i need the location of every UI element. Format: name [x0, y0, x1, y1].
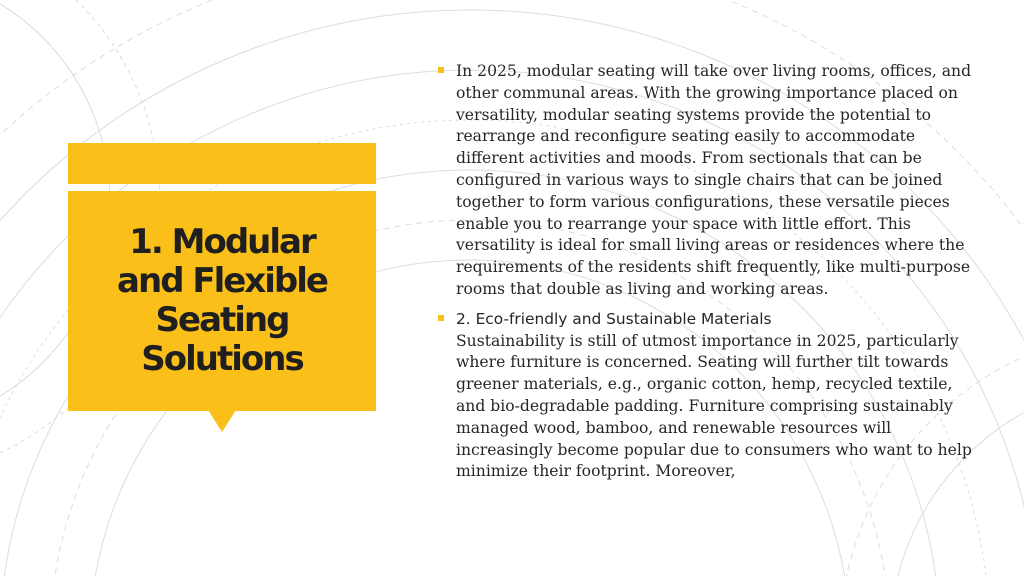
- square-bullet-icon: [438, 315, 444, 321]
- title-callout-box: [68, 191, 376, 411]
- bullet-heading: 2. Eco-friendly and Sustainable Materials: [456, 309, 772, 328]
- title-callout-pointer: [208, 410, 236, 432]
- slide-title: 1. Modular and Flexible Seating Solutions: [117, 222, 327, 379]
- bullet-text: Sustainability is still of utmost importance in 2025, particularly where furniture is concerned. Seating will further tilt towards greener materials, e.g., organic cotton, hemp, recycled textile, and bio-degradable padding. Furniture comprising sustainably managed wood, bamboo, and renewable resources will increasingly become popular due to consumers who want to help minimize their footprint. Moreover,: [456, 331, 972, 481]
- bullet-item: [436, 61, 976, 301]
- title-accent-bar: [68, 143, 376, 184]
- slide-body: [436, 61, 976, 491]
- square-bullet-icon: [438, 67, 444, 73]
- bullet-text: In 2025, modular seating will take over living rooms, offices, and other communal areas. With the growing importance placed on versatility, modular seating systems provide the potential to rearrange and reconfigure seating easily to accommodate different activities and moods. From sectionals that can be configured in various ways to single chairs that can be joined together to form various configurations, these versatile pieces enable you to rearrange your space with little effort. This versatility is ideal for small living areas or residences where the requirements of the residents shift frequently, like multi-purpose rooms that double as living and working areas.: [456, 62, 972, 298]
- bullet-item: [436, 309, 976, 483]
